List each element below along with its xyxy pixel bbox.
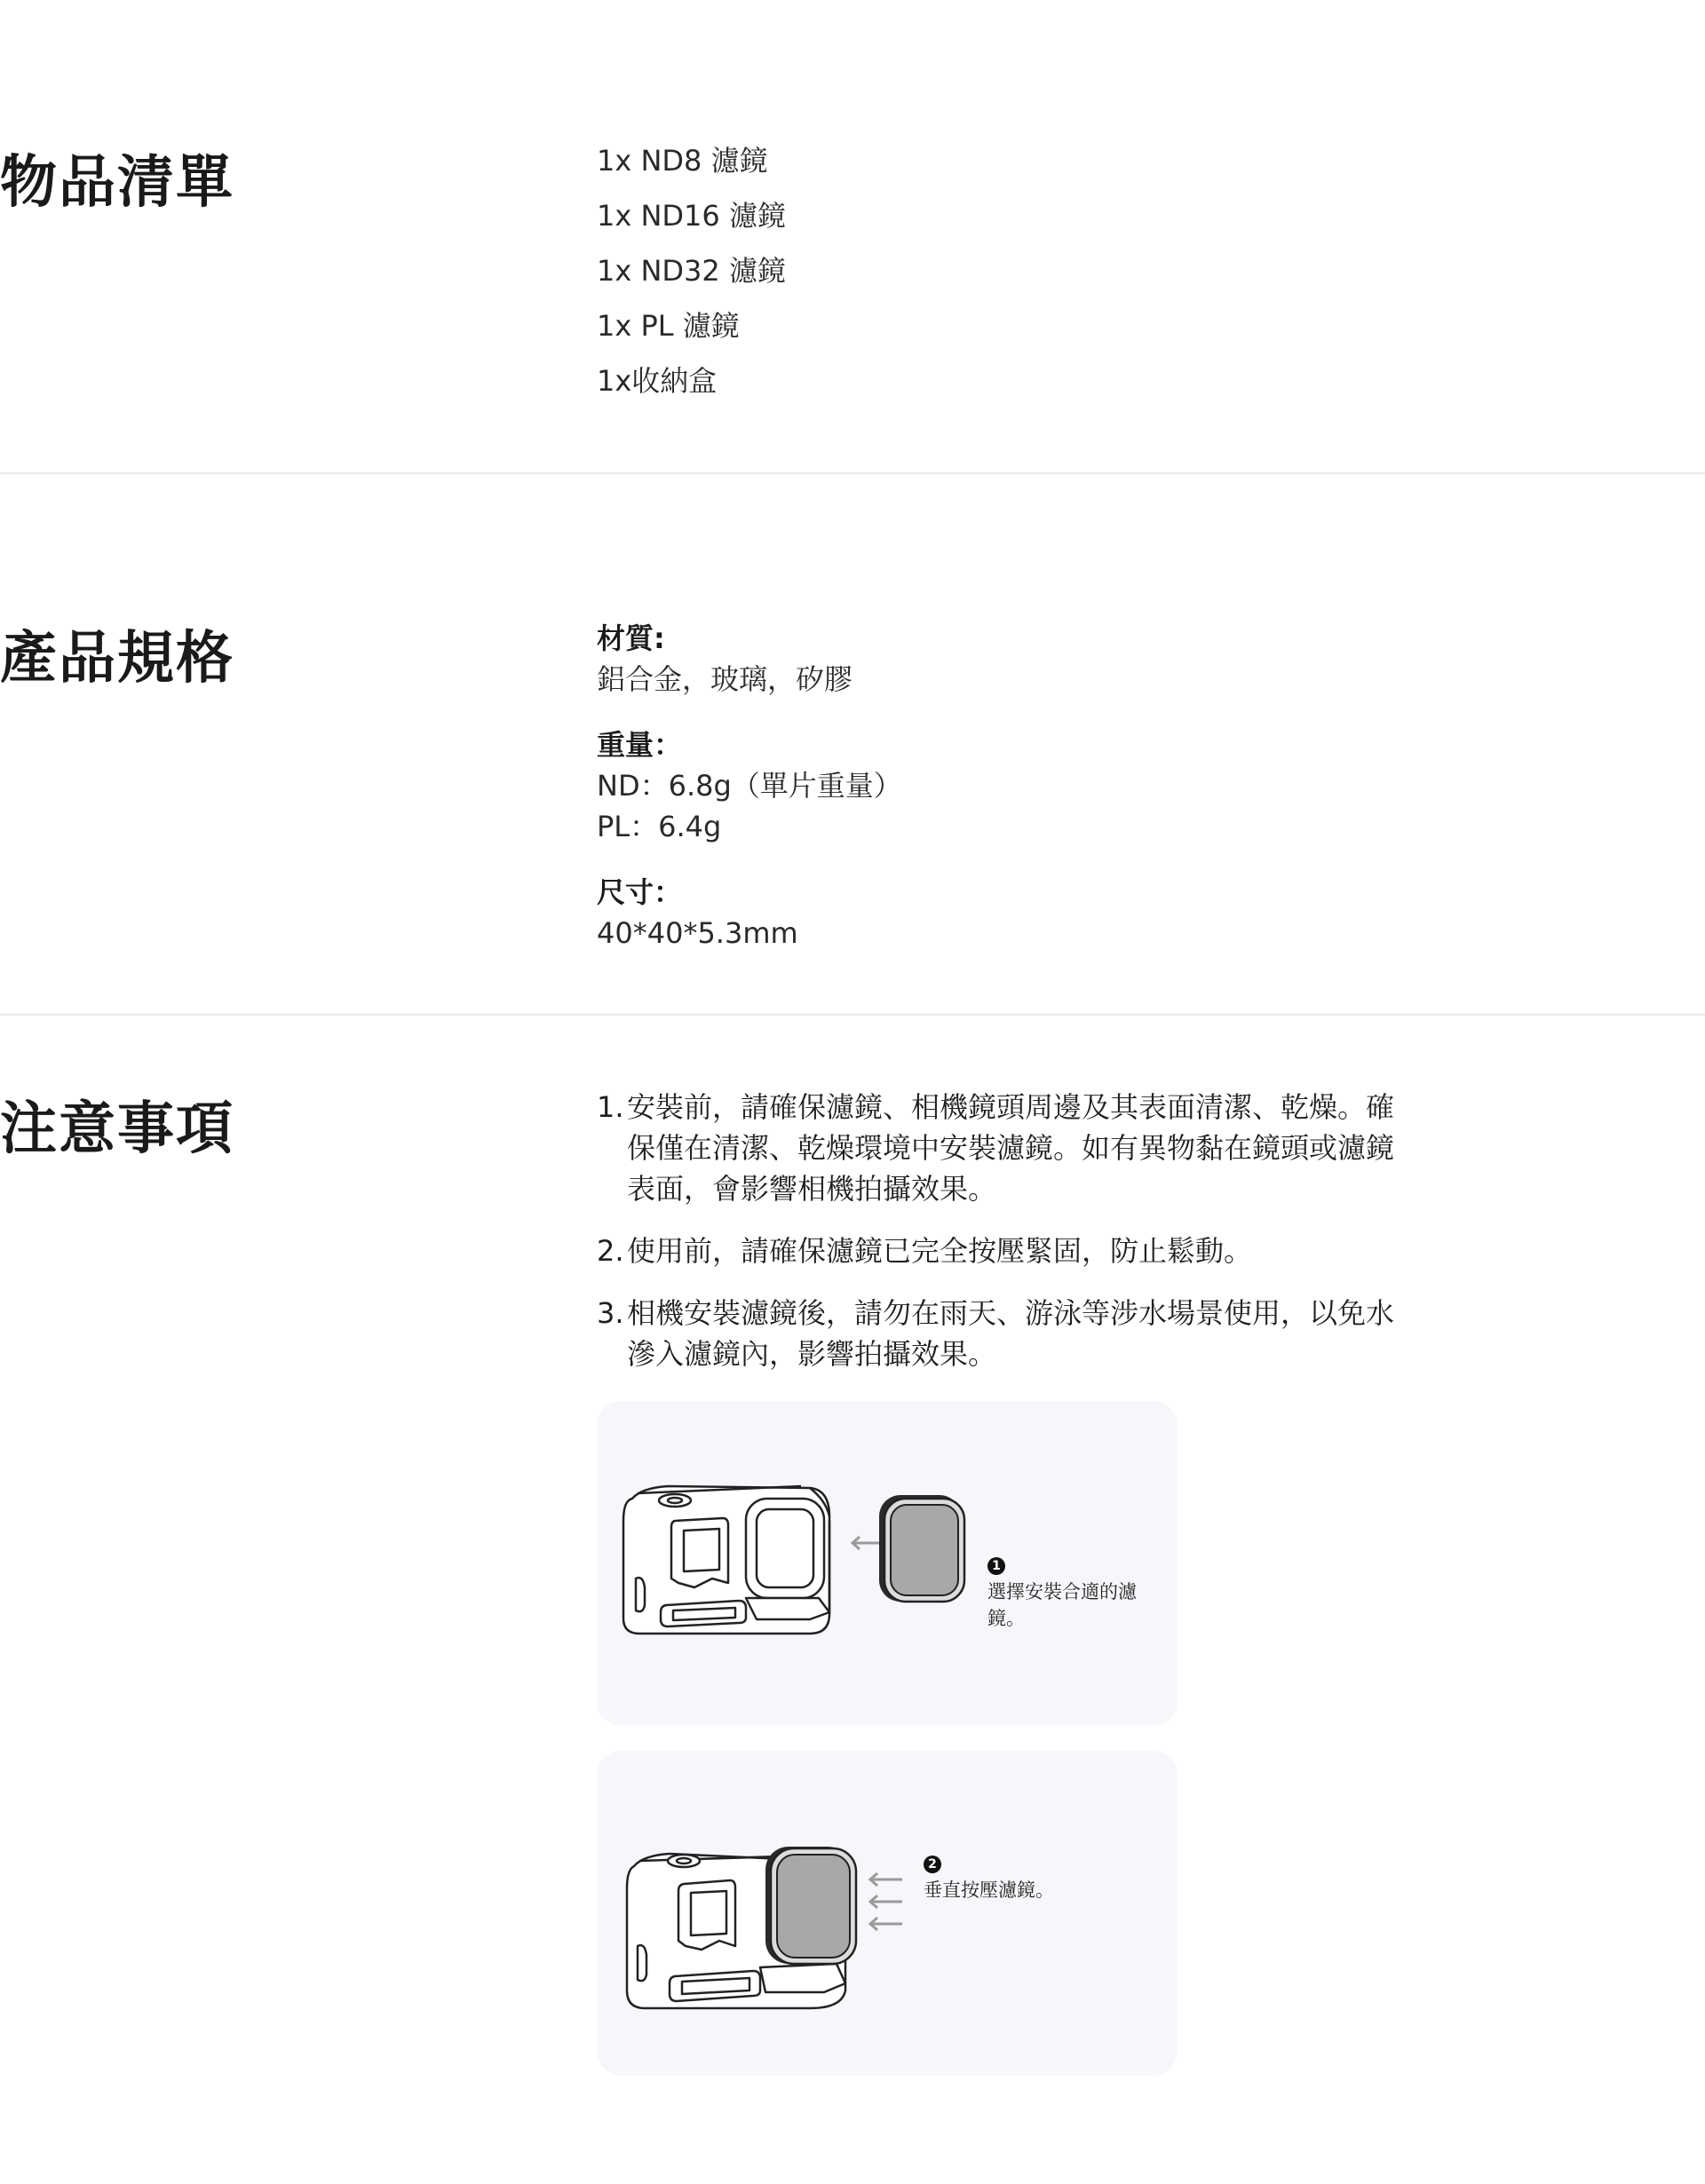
package-title: 物品清單 bbox=[0, 150, 234, 216]
spec-label: 材質: bbox=[597, 621, 665, 655]
list-item bbox=[597, 1230, 1396, 1271]
camera-filter-press-icon bbox=[597, 1751, 1178, 2076]
package-item: 1x ND8 濾鏡 bbox=[597, 144, 768, 178]
note-text: 使用前，請確保濾鏡已完全按壓緊固，防止鬆動。 bbox=[627, 1234, 1253, 1268]
package-item: 1x PL 濾鏡 bbox=[597, 309, 740, 343]
package-item: 1x ND16 濾鏡 bbox=[597, 199, 786, 233]
notes-title: 注意事項 bbox=[0, 1096, 234, 1162]
spec-dimensions bbox=[597, 872, 1396, 954]
spec-label: 重量： bbox=[597, 728, 683, 762]
specs-title: 產品規格 bbox=[0, 626, 234, 692]
list-item bbox=[597, 1293, 1396, 1374]
step-text: 垂直按壓濾鏡。 bbox=[924, 1879, 1054, 1901]
list-item bbox=[597, 1087, 1396, 1209]
step-badge: 1 bbox=[987, 1557, 1005, 1575]
note-number: 1. bbox=[597, 1090, 624, 1124]
package-section bbox=[0, 0, 1705, 473]
notes-section bbox=[0, 1016, 1705, 2184]
spec-value: 鋁合金，玻璃，矽膠 bbox=[597, 662, 853, 696]
note-number: 3. bbox=[597, 1296, 624, 1330]
note-number: 2. bbox=[597, 1234, 624, 1268]
spec-value: 40*40*5.3mm bbox=[597, 916, 798, 950]
spec-value: ND：6.8g（單片重量） bbox=[597, 769, 902, 803]
step-badge: 2 bbox=[924, 1856, 941, 1873]
illustration-step-1 bbox=[597, 1401, 1178, 1726]
specs-section bbox=[0, 474, 1705, 1014]
note-text: 相機安裝濾鏡後，請勿在雨天、游泳等涉水場景使用，以免水滲入濾鏡內，影響拍攝效果。 bbox=[627, 1296, 1395, 1371]
notes-list bbox=[597, 1087, 1396, 1374]
step-caption-2 bbox=[924, 1848, 1137, 1903]
package-item: 1x ND32 濾鏡 bbox=[597, 254, 786, 288]
spec-value: PL：6.4g bbox=[597, 810, 722, 843]
step-text: 選擇安裝合適的濾鏡。 bbox=[987, 1581, 1137, 1629]
illustration-step-2 bbox=[597, 1751, 1178, 2076]
note-text: 安裝前，請確保濾鏡、相機鏡頭周邊及其表面清潔、乾燥。確保僅在清潔、乾燥環境中安裝濾鏡。如有異物黏在鏡頭或濾鏡表面，會影響相機拍攝效果。 bbox=[627, 1090, 1395, 1206]
spec-material bbox=[597, 618, 1396, 700]
spec-weight bbox=[597, 724, 1396, 847]
spec-label: 尺寸： bbox=[597, 875, 683, 909]
package-item: 1x收納盒 bbox=[597, 364, 718, 398]
step-caption-1 bbox=[987, 1550, 1147, 1632]
